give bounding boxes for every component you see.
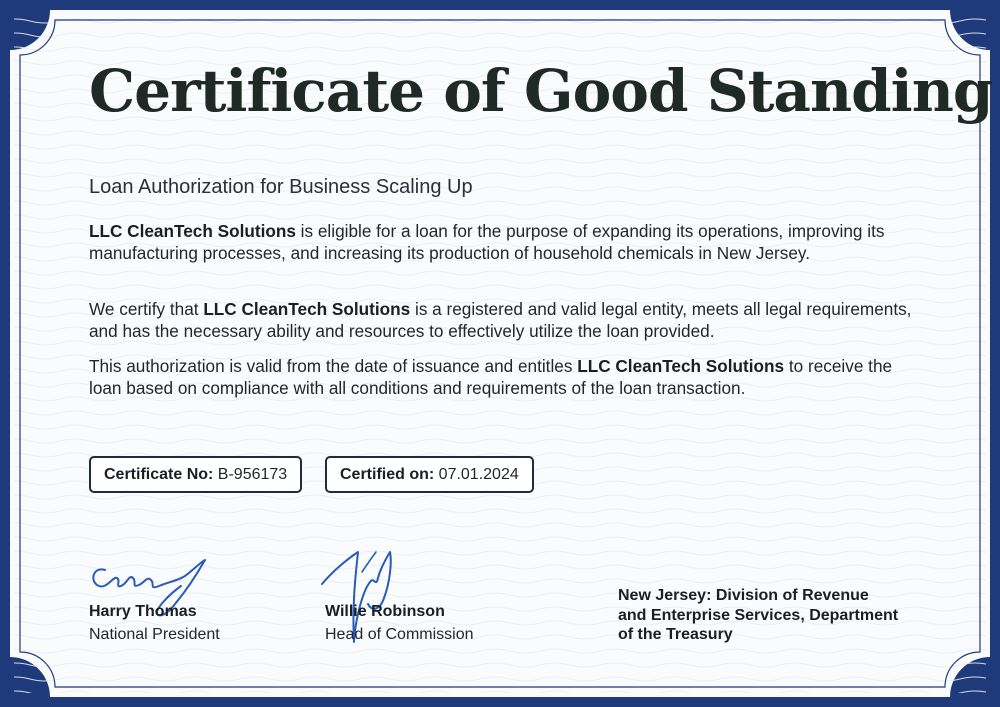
- certification-text-lead: We certify that: [89, 299, 204, 319]
- certificate-number-label: Certificate No:: [104, 466, 214, 483]
- certificate-subtitle: Loan Authorization for Business Scaling Up: [89, 176, 473, 198]
- signatory-block: [89, 600, 220, 646]
- signatory-block: [325, 600, 474, 646]
- certified-date-label: Certified on:: [340, 466, 435, 483]
- issuing-authority: [618, 586, 928, 645]
- certificate-title: Certificate of Good Standing: [89, 57, 993, 125]
- certification-text: is a registered and valid legal entity, meets all legal requirements, and has the necessary ability and resources to effectively utilize the loan provided.: [89, 299, 912, 341]
- validity-paragraph: [89, 356, 919, 399]
- signatory-name: Willie Robinson: [325, 603, 445, 620]
- eligibility-text: is eligible for a loan for the purpose of expanding its operations, improving its manufacturing processes, and increasing its production of household chemicals in New Jersey.: [89, 221, 885, 263]
- eligibility-paragraph: [89, 221, 919, 264]
- signatory-title: National President: [89, 626, 220, 643]
- issuer-line: and Enterprise Services, Department: [618, 606, 899, 624]
- company-name: LLC CleanTech Solutions: [203, 299, 411, 319]
- certified-date-value: 07.01.2024: [434, 466, 519, 483]
- validity-text-lead: This authorization is valid from the date of issuance and entitles: [89, 356, 578, 376]
- certified-date-badge: [325, 456, 534, 493]
- signatory-name: Harry Thomas: [89, 603, 197, 620]
- issuer-line: of the Treasury: [618, 626, 733, 643]
- company-name: LLC CleanTech Solutions: [89, 221, 296, 241]
- certification-paragraph: [89, 299, 919, 342]
- issuer-line: New Jersey: Division of Revenue: [618, 587, 869, 604]
- validity-text: to receive the loan based on compliance with all conditions and requirements of the loan transaction.: [89, 356, 893, 398]
- certificate-number-badge: [89, 456, 302, 493]
- company-name: LLC CleanTech Solutions: [577, 356, 785, 376]
- certificate-number-value: B-956173: [213, 466, 288, 483]
- signatory-title: Head of Commission: [325, 626, 474, 643]
